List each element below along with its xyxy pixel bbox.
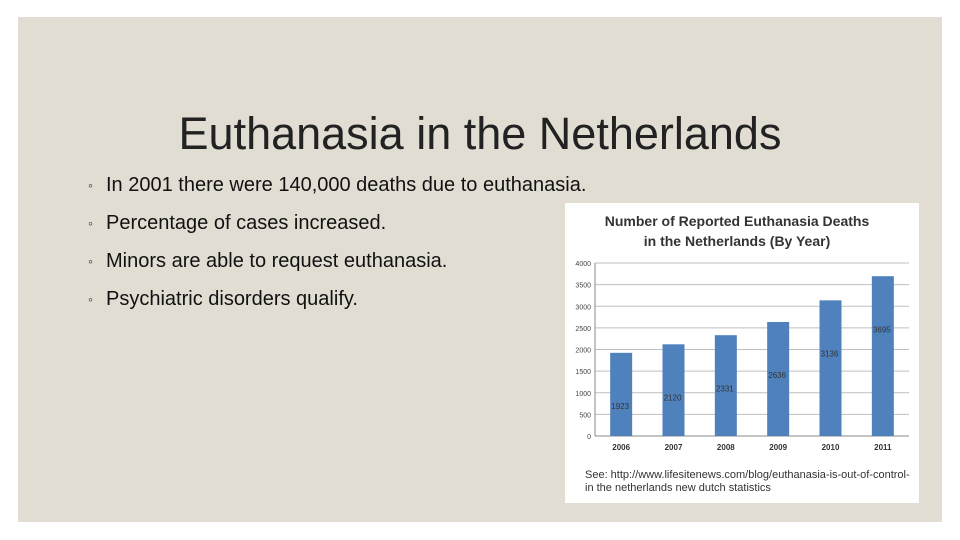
bullet-marker: ◦ <box>88 291 93 307</box>
bar <box>610 353 632 436</box>
bullet-marker: ◦ <box>88 177 93 193</box>
data-label: 2331 <box>715 384 734 394</box>
data-label: 3695 <box>872 325 891 335</box>
bullet-text: Percentage of cases increased. <box>106 212 387 234</box>
x-tick-label: 2008 <box>716 443 735 452</box>
bar <box>663 344 685 436</box>
slide-title: Euthanasia in the Netherlands <box>178 108 782 160</box>
x-tick-label: 2007 <box>664 443 683 452</box>
source-note: See: http://www.lifesitenews.com/blog/euthanasia-is-out-of-control-in the netherlands new dutch statistics <box>585 469 910 494</box>
data-label: 3136 <box>820 349 839 359</box>
y-tick-label: 2000 <box>575 347 591 355</box>
y-tick-label: 0 <box>587 434 591 441</box>
chart-title-line: in the Netherlands (By Year) <box>643 233 831 249</box>
x-tick-label: 2006 <box>612 443 631 452</box>
y-tick-label: 1500 <box>575 369 591 377</box>
bullet-marker: ◦ <box>88 215 93 231</box>
bar <box>872 276 894 436</box>
data-label: 2120 <box>663 393 682 403</box>
data-label: 1923 <box>611 402 630 412</box>
bar <box>820 300 842 436</box>
chart-image <box>565 203 919 503</box>
y-tick-label: 1000 <box>575 390 591 398</box>
chart-title-line: Number of Reported Euthanasia Deaths <box>604 213 870 229</box>
bullet-text: Minors are able to request euthanasia. <box>106 250 448 272</box>
x-tick-label: 2010 <box>821 443 840 452</box>
y-tick-label: 3000 <box>575 304 591 312</box>
y-tick-label: 4000 <box>575 261 591 268</box>
y-tick-label: 2500 <box>575 325 591 333</box>
data-label: 2636 <box>768 371 787 381</box>
x-tick-label: 2011 <box>874 443 892 452</box>
bullet-marker: ◦ <box>88 253 93 269</box>
bullet-text: In 2001 there were 140,000 deaths due to euthanasia. <box>106 174 587 196</box>
bullet-text: Psychiatric disorders qualify. <box>106 288 358 310</box>
y-tick-label: 3500 <box>575 282 591 290</box>
bar-chart <box>565 203 919 465</box>
x-tick-label: 2009 <box>769 443 788 452</box>
y-tick-label: 500 <box>579 412 591 420</box>
